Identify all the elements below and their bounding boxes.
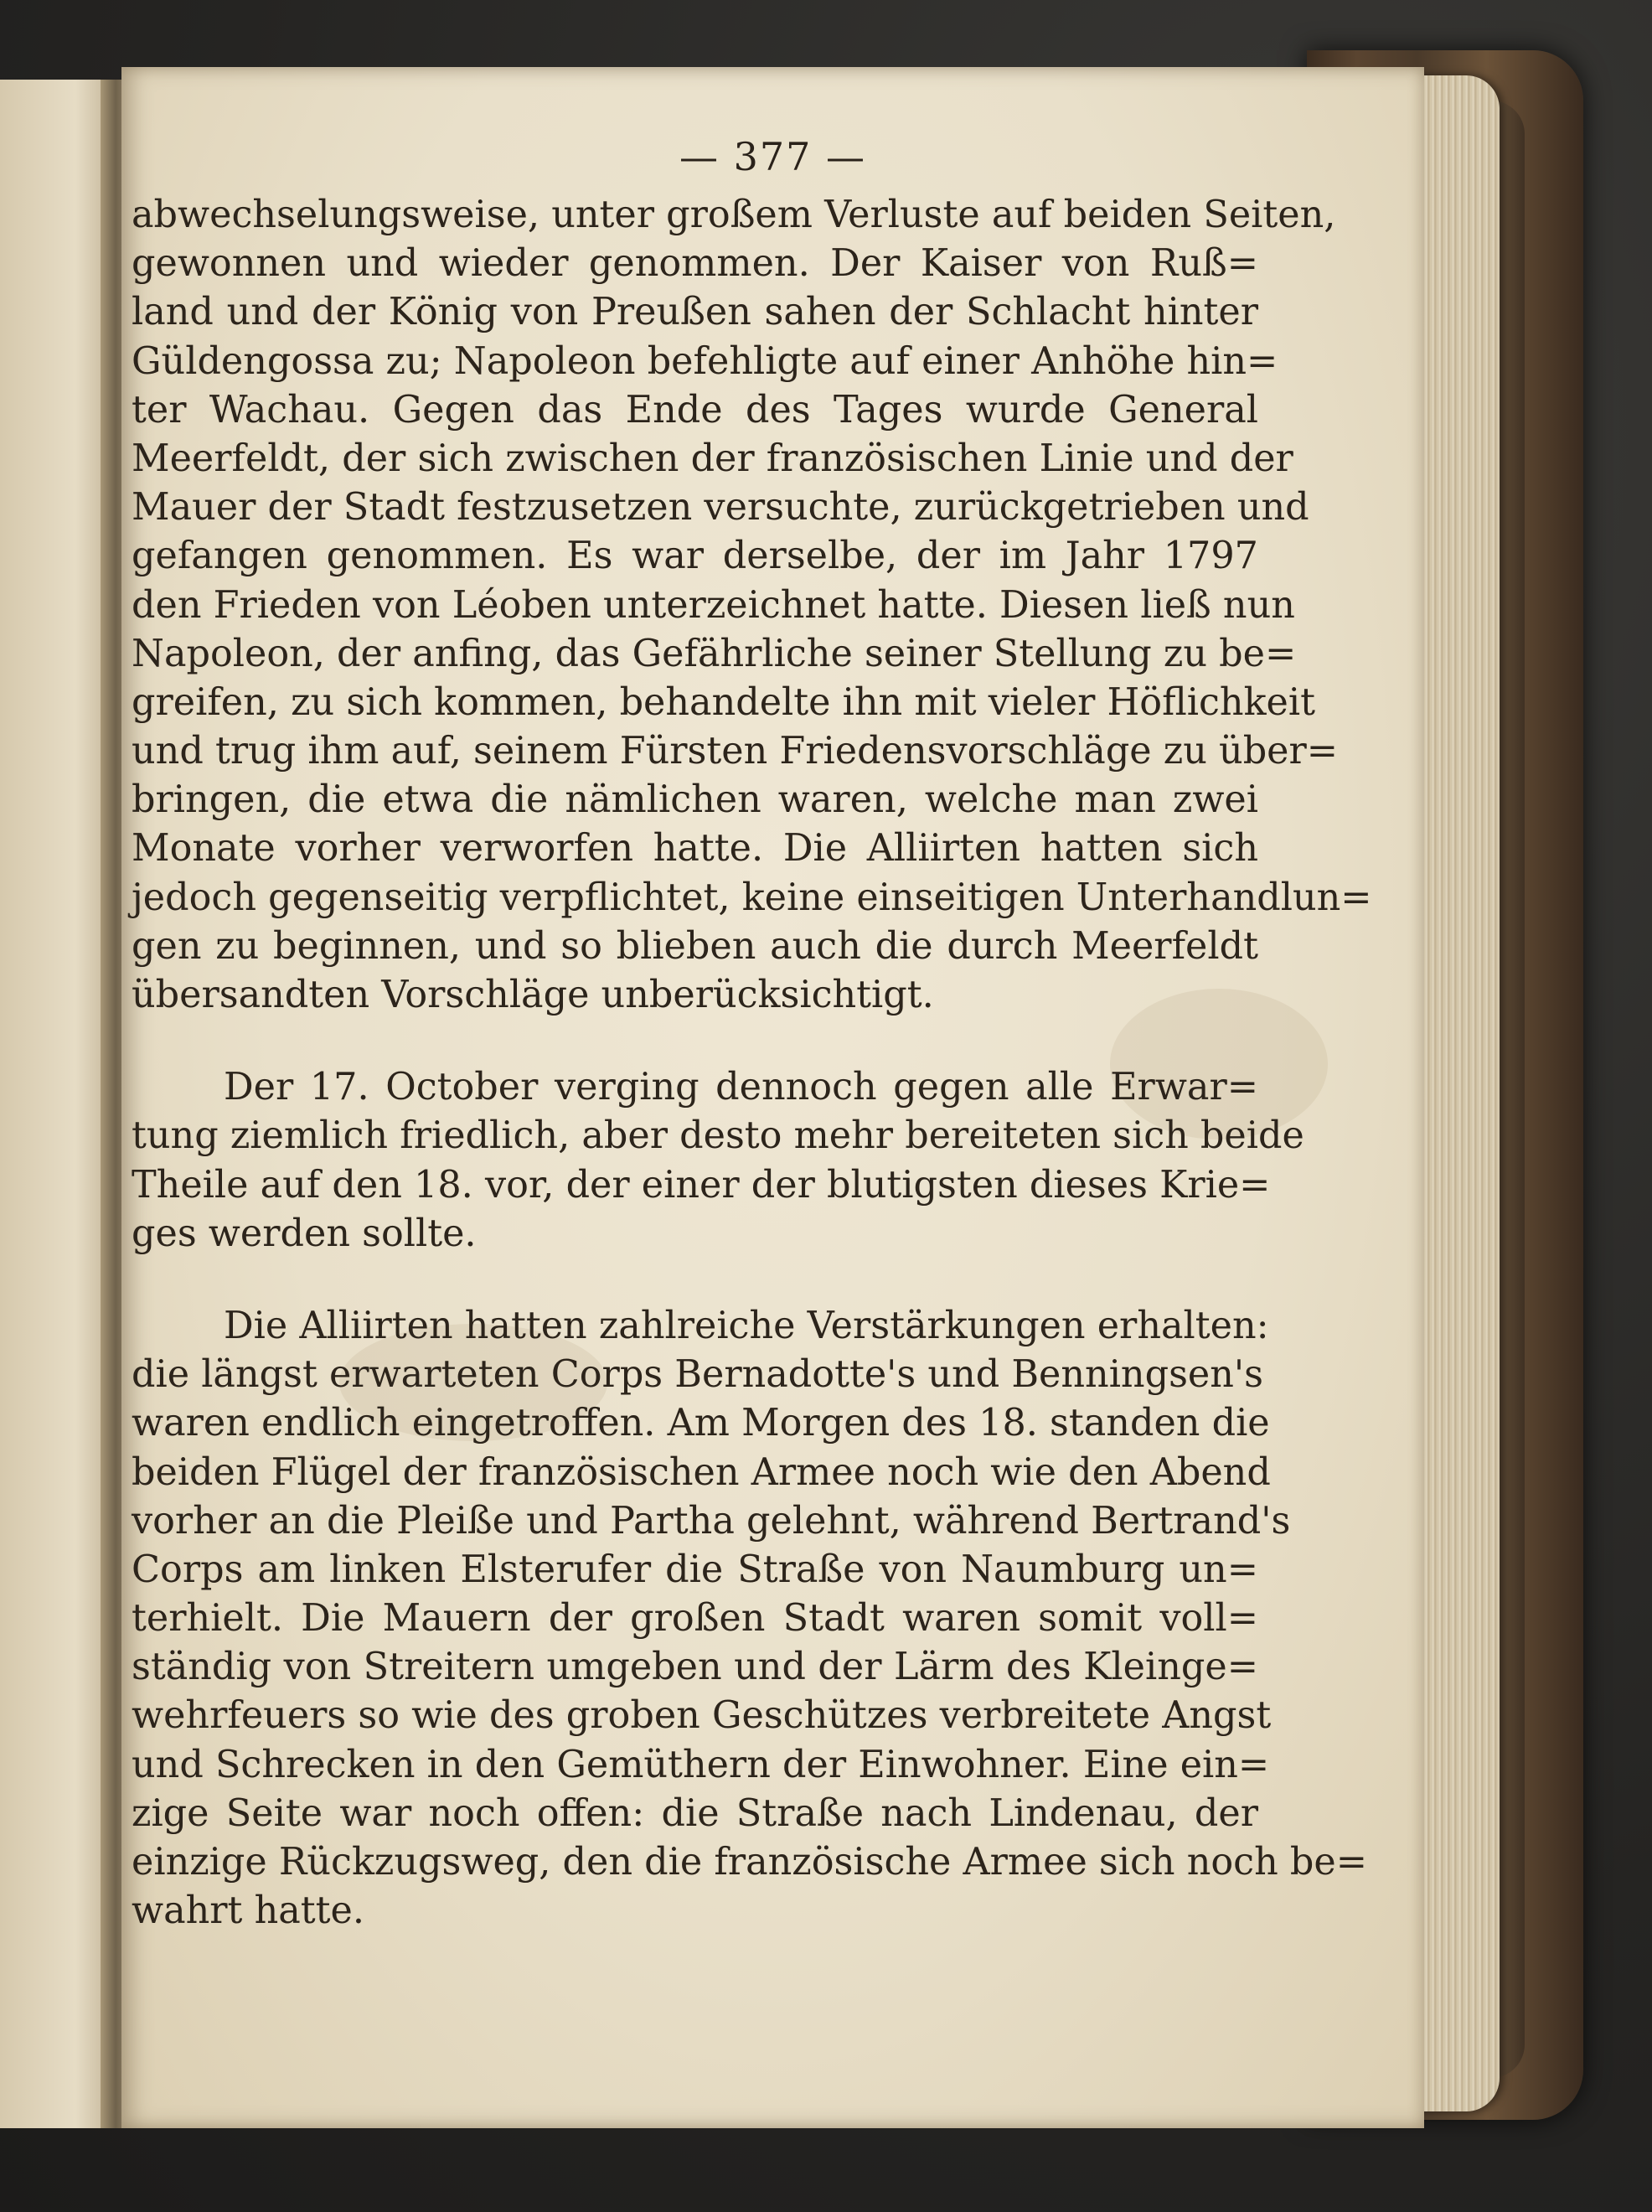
text-line: wehrfeuers so wie des groben Geschützes verbreitete Angst (132, 1694, 1272, 1738)
text-line: bringen, die etwa die nämlichen waren, welche man zwei (132, 778, 1258, 822)
text-line: und trug ihm auf, seinem Fürsten Friedensvorschläge zu über= (132, 730, 1339, 773)
text-line: Theile auf den 18. vor, der einer der blutigsten dieses Krie= (132, 1163, 1271, 1207)
body-text (132, 191, 1372, 1936)
text-line: Meerfeldt, der sich zwischen der französischen Linie und der (132, 437, 1293, 480)
paragraph (132, 1063, 1304, 1258)
text-line: gefangen genommen. Es war derselbe, der im Jahr 1797 (132, 535, 1258, 578)
paragraph (132, 191, 1372, 1020)
text-line: wahrt hatte. (132, 1889, 365, 1933)
text-line: gen zu beginnen, und so blieben auch die durch Meerfeldt (132, 924, 1258, 968)
text-line: jedoch gegenseitig verpflichtet, keine einseitigen Unterhandlun= (132, 876, 1372, 919)
text-line: greifen, zu sich kommen, behandelte ihn mit vieler Höflichkeit (132, 680, 1316, 724)
text-line: ständig von Streitern umgeben und der Lärm des Kleinge= (132, 1646, 1258, 1689)
text-line: waren endlich eingetroffen. Am Morgen des 18. standen die (132, 1402, 1270, 1445)
text-line: ges werden sollte. (132, 1212, 477, 1255)
text-line: einzige Rückzugsweg, den die französische Armee sich noch be= (132, 1841, 1368, 1884)
text-line: Güldengossa zu; Napoleon befehligte auf einer Anhöhe hin= (132, 339, 1278, 383)
text-line: tung ziemlich friedlich, aber desto mehr bereiteten sich beide (132, 1114, 1304, 1158)
text-line: Mauer der Stadt festzusetzen versuchte, zurückgetrieben und (132, 486, 1309, 530)
text-line: vorher an die Pleiße und Partha gelehnt, während Bertrand's (132, 1499, 1291, 1543)
paragraph (132, 1302, 1368, 1936)
text-line: land und der König von Preußen sahen der Schlacht hinter (132, 291, 1258, 334)
text-line: die längst erwarteten Corps Bernadotte's und Benningsen's (132, 1353, 1263, 1397)
text-line: ter Wachau. Gegen das Ende des Tages wurde General (132, 388, 1258, 432)
text-line: Corps am linken Elsterufer die Straße von Naumburg un= (132, 1548, 1258, 1591)
text-line: Monate vorher verworfen hatte. Die Alliirten hatten sich (132, 827, 1258, 871)
text-line: terhielt. Die Mauern der großen Stadt waren somit voll= (132, 1597, 1258, 1641)
book-page (121, 67, 1424, 2128)
text-line: Der 17. October verging dennoch gegen alle Erwar= (224, 1066, 1258, 1109)
text-line: übersandten Vorschläge unberücksichtigt. (132, 974, 934, 1016)
text-line: Die Alliirten hatten zahlreiche Verstärkungen erhalten: (224, 1304, 1269, 1347)
text-line: gewonnen und wieder genommen. Der Kaiser von Ruß= (132, 242, 1258, 286)
text-line: Napoleon, der anfing, das Gefährliche seiner Stellung zu be= (132, 632, 1297, 675)
text-line: beiden Flügel der französischen Armee noch wie den Abend (132, 1450, 1271, 1494)
text-line: abwechselungsweise, unter großem Verluste auf beiden Seiten, (132, 194, 1336, 236)
text-line: zige Seite war noch offen: die Straße nach Lindenau, der (132, 1791, 1258, 1835)
text-line: und Schrecken in den Gemüthern der Einwohner. Eine ein= (132, 1743, 1270, 1786)
text-line: den Frieden von Léoben unterzeichnet hatte. Diesen ließ nun (132, 583, 1295, 627)
page-number: — 377 — (679, 134, 867, 179)
